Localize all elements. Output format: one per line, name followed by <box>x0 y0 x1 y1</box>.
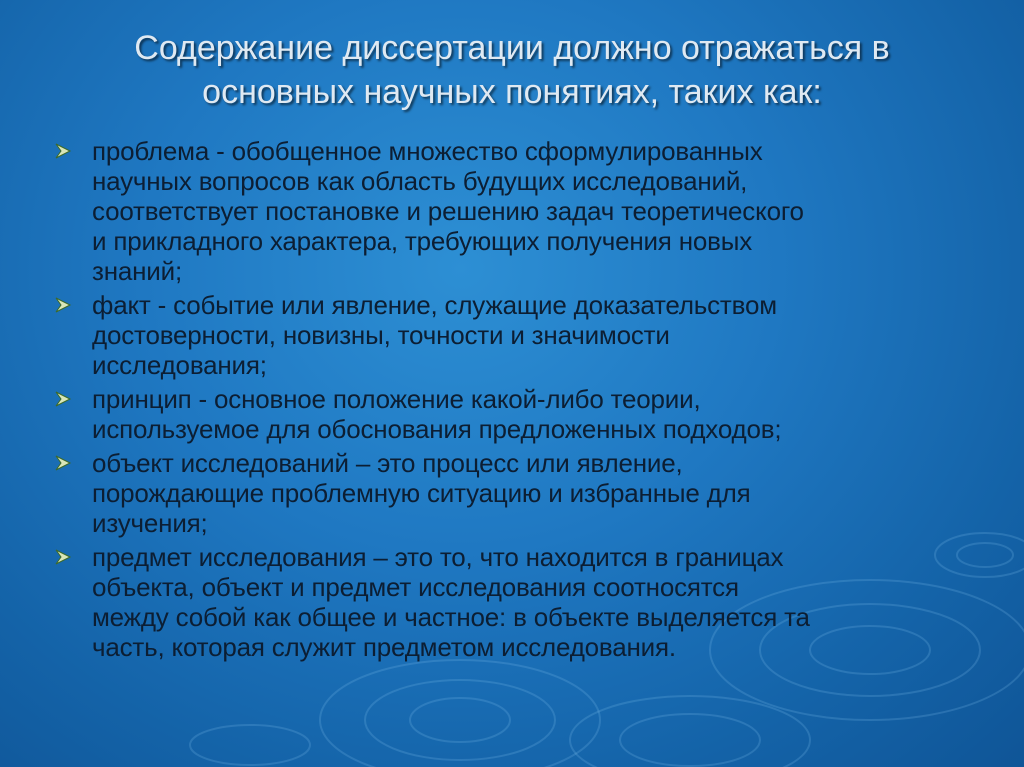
arrowhead-bullet-icon <box>54 296 72 314</box>
arrowhead-bullet-icon <box>54 390 72 408</box>
bullet-item-problem <box>50 136 980 286</box>
bullet-list <box>50 136 980 666</box>
bullet-line: исследования; <box>92 350 267 380</box>
arrowhead-bullet-icon <box>54 142 72 160</box>
bullet-item-object <box>50 448 980 538</box>
bullet-line: между собой как общее и частное: в объекте выделяется та <box>92 602 810 632</box>
bullet-line: изучения; <box>92 508 208 538</box>
bullet-line: и прикладного характера, требующих получения новых <box>92 226 753 256</box>
slide-title-line: Содержание диссертации должно отражаться в <box>134 29 890 67</box>
bullet-line: знаний; <box>92 256 182 286</box>
bullet-line: достоверности, новизны, точности и значимости <box>92 320 670 350</box>
bullet-text <box>92 384 980 444</box>
arrowhead-bullet-icon <box>54 454 72 472</box>
bullet-text <box>92 136 980 286</box>
bullet-line: объекта, объект и предмет исследования соотносятся <box>92 572 739 602</box>
bullet-line: предмет исследования – это то, что находится в границах <box>92 542 784 572</box>
arrowhead-bullet-icon <box>54 548 72 566</box>
bullet-item-principle <box>50 384 980 444</box>
bullet-line: часть, которая служит предметом исследования. <box>92 632 676 662</box>
bullet-line: порождающие проблемную ситуацию и избранные для <box>92 478 751 508</box>
slide-title <box>40 26 984 114</box>
bullet-line: объект исследований – это процесс или явление, <box>92 448 683 478</box>
bullet-text <box>92 448 980 538</box>
bullet-item-fact <box>50 290 980 380</box>
bullet-text <box>92 290 980 380</box>
bullet-line: проблема - обобщенное множество сформулированных <box>92 136 763 166</box>
bullet-line: принцип - основное положение какой-либо теории, <box>92 384 701 414</box>
bullet-line: используемое для обоснования предложенных подходов; <box>92 414 782 444</box>
bullet-item-subject <box>50 542 980 662</box>
bullet-line: научных вопросов как область будущих исследований, <box>92 166 748 196</box>
bullet-text <box>92 542 980 662</box>
slide-title-line: основных научных понятиях, таких как: <box>202 73 822 111</box>
bullet-line: соответствует постановке и решению задач теоретического <box>92 196 804 226</box>
bullet-line: факт - событие или явление, служащие доказательством <box>92 290 777 320</box>
